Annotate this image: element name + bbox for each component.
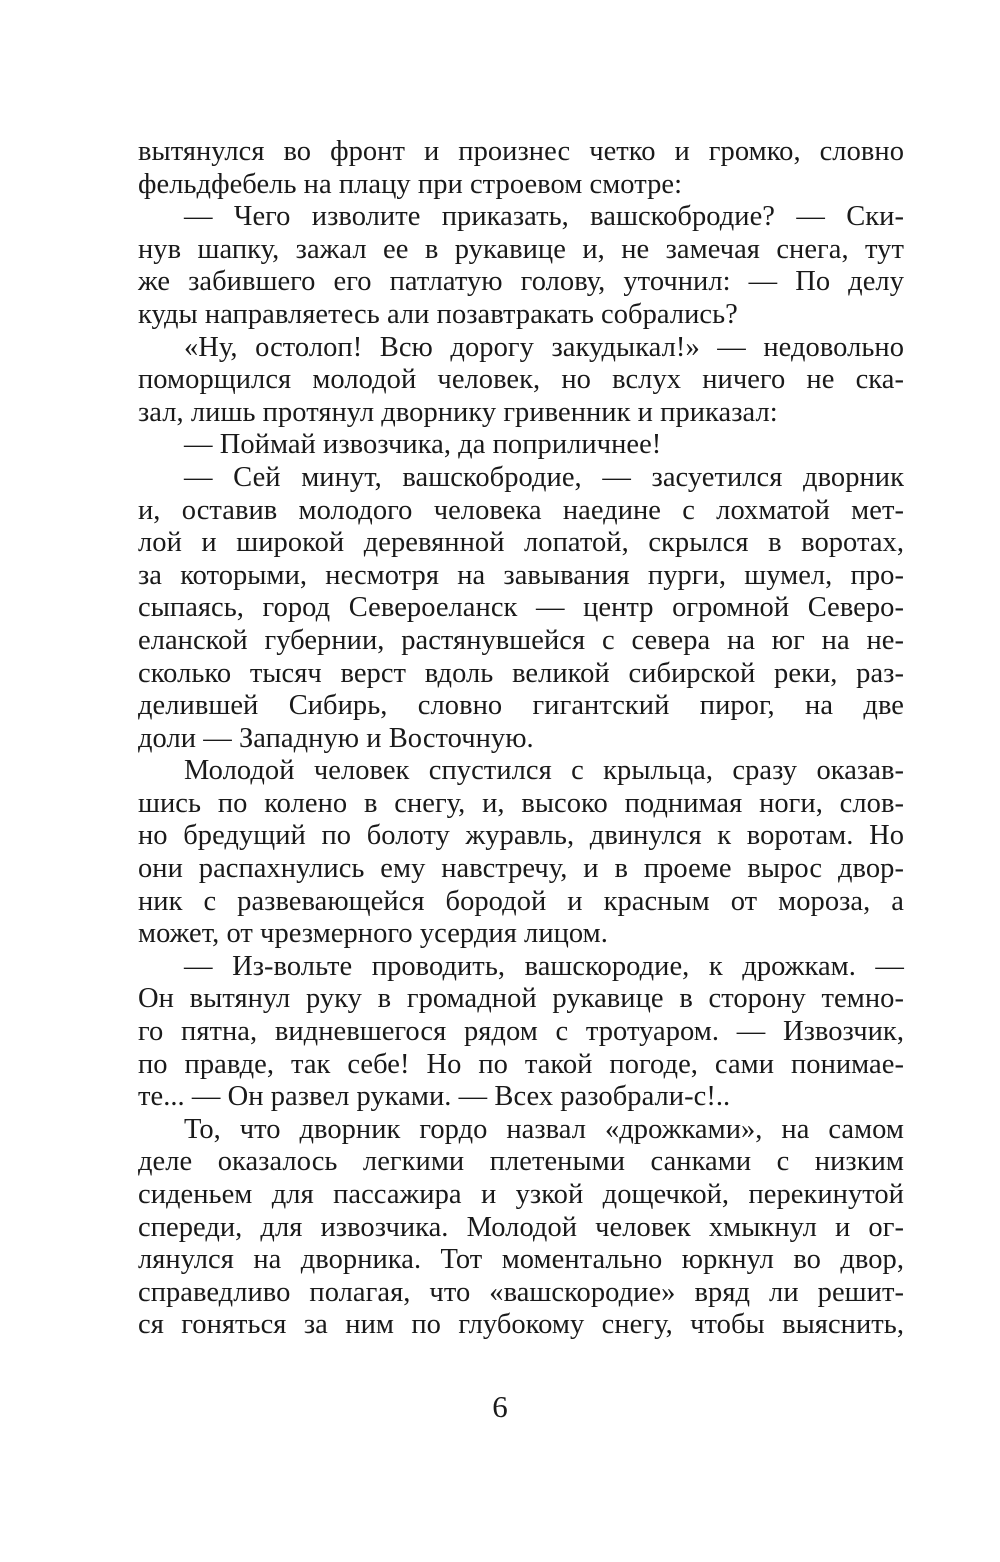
text-line: доли — Западную и Восточную.	[138, 722, 534, 754]
text-line: Молодой человек спустился с крыльца, сразу оказав-	[184, 755, 904, 787]
text-line: шись по колено в снегу, и, высоко поднимая ноги, слов-	[138, 787, 904, 819]
text-line: сколько тысяч верст вдоль великой сибирской реки, раз-	[138, 657, 904, 689]
text-line: деле оказалось легкими плетеными санками с низким	[138, 1146, 904, 1178]
text-line: фельдфебель на плацу при строевом смотре:	[138, 168, 683, 200]
text-line: за которыми, несмотря на завывания пурги, шумел, про-	[138, 559, 904, 591]
text-line: ник с развевающейся бородой и красным от мороза, а	[138, 885, 904, 917]
text-line: го пятна, видневшегося рядом с тротуаром. — Извозчик,	[138, 1016, 904, 1048]
text-line: лой и широкой деревянной лопатой, скрылся в воротах,	[138, 527, 904, 559]
text-line: «Ну, остолоп! Всю дорогу закудыкал!» — недовольно	[184, 331, 904, 363]
text-line: делившей Сибирь, словно гигантский пирог, на две	[138, 690, 904, 722]
text-line: и, оставив молодого человека наедине с лохматой мет-	[138, 494, 904, 526]
text-line: сиденьем для пассажира и узкой дощечкой, перекинутой	[138, 1179, 904, 1210]
text-line: — Поймай извозчика, да поприличнее!	[184, 429, 662, 461]
text-line: спереди, для извозчика. Молодой человек хмыкнул и ог-	[138, 1211, 904, 1243]
text-line: но бредущий по болоту журавль, двинулся к воротам. Но	[138, 820, 904, 852]
text-line: — Из-вольте проводить, вашскородие, к дрожкам. —	[184, 950, 904, 982]
text-line: еланской губернии, растянувшейся с севера на юг на не-	[138, 624, 904, 656]
text-line: же забившего его патлатую голову, уточнил: — По делу	[138, 266, 904, 298]
text-line: — Сей минут, вашскобродие, — засуетился дворник	[184, 461, 904, 493]
text-line: нув шапку, зажал ее в рукавице и, не замечая снега, тут	[138, 233, 904, 265]
text-line: ся гоняться за ним по глубокому снегу, чтобы выяснить,	[138, 1309, 904, 1341]
text-line: справедливо полагая, что «вашскородие» вряд ли решит-	[138, 1276, 904, 1308]
text-line: Он вытянул руку в громадной рукавице в сторону темно-	[138, 983, 904, 1015]
text-line: может, от чрезмерного усердия лицом.	[138, 918, 608, 950]
text-line: То, что дворник гордо назвал «дрожками», на самом	[184, 1113, 904, 1145]
page-number: 6	[492, 1389, 508, 1424]
text-line: поморщился молодой человек, но вслух ничего не ска-	[138, 364, 904, 396]
body-text	[138, 136, 904, 1342]
text-line: — Чего изволите приказать, вашскобродие? — Ски-	[184, 201, 904, 233]
text-line: вытянулся во фронт и произнес четко и громко, словно	[138, 136, 904, 167]
text-line: они распахнулись ему навстречу, и в проеме вырос двор-	[138, 853, 904, 885]
text-line: те... — Он развел руками. — Всех разобрали-с!..	[138, 1081, 731, 1113]
text-line: зал, лишь протянул дворнику гривенник и приказал:	[138, 396, 778, 428]
text-line: куды направляетесь али позавтракать собрались?	[138, 298, 738, 330]
text-line: по правде, так себе! Но по такой погоде, сами понимае-	[138, 1048, 904, 1080]
text-line: лянулся на дворника. Тот моментально юркнул во двор,	[138, 1244, 904, 1276]
text-line: сыпаясь, город Североеланск — центр огромной Северо-	[138, 592, 904, 624]
